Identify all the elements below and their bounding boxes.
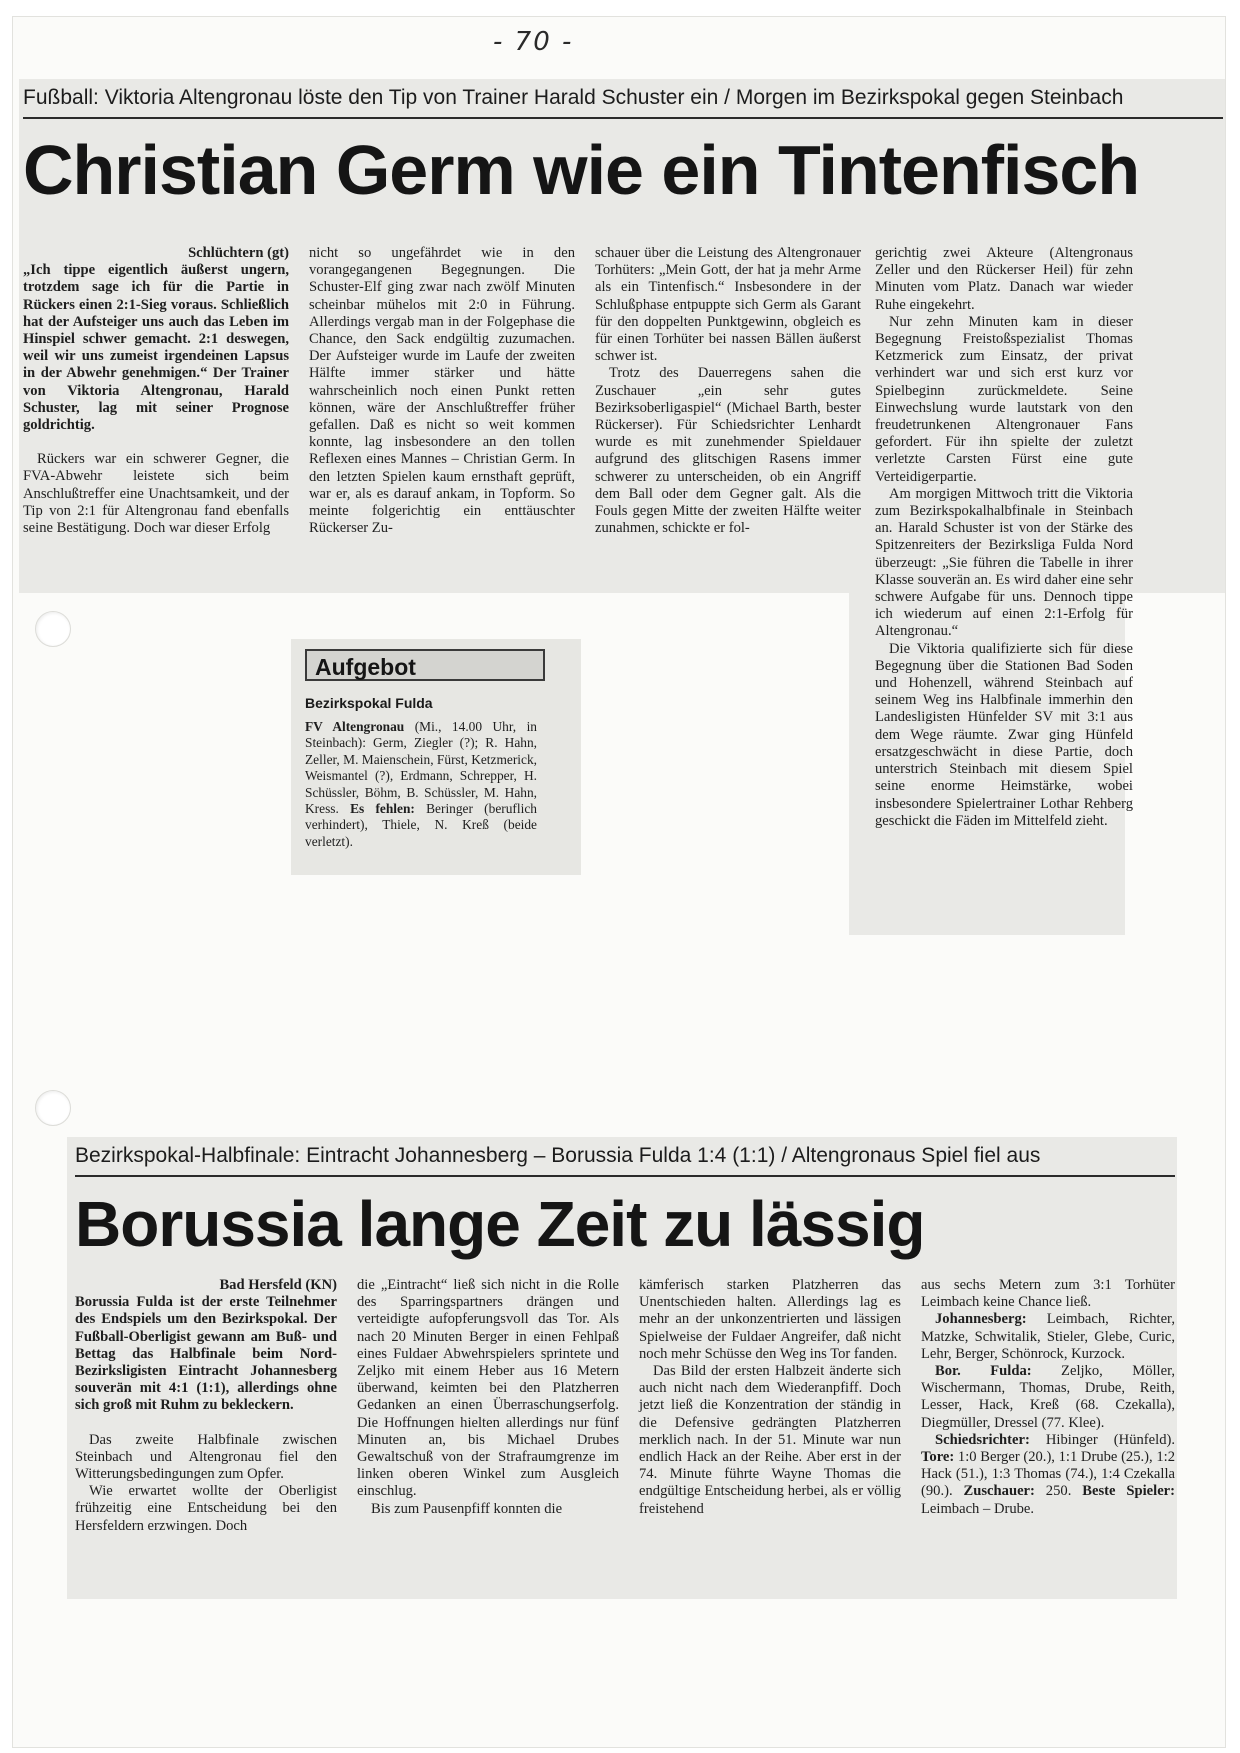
article-2-paragraph: Bis zum Pausenpfiff konnten die <box>371 1500 563 1517</box>
article-2-paragraph: aus sechs Metern zum 3:1 Torhüter Leimbach keine Chance ließ. <box>921 1277 1175 1311</box>
lineup-missing-label: Es fehlen: <box>350 801 415 817</box>
article-1-headline: Christian Germ wie ein Tintenfisch <box>23 131 1140 209</box>
lineup-box-subtitle: Bezirkspokal Fulda <box>305 695 433 711</box>
article-2-dateline: Bad Hersfeld (KN) <box>219 1277 337 1293</box>
goals-label: Tore: <box>921 1449 955 1466</box>
best-players: Leimbach – Drube. <box>921 1500 1035 1517</box>
article-2-paragraph: Das zweite Halbfinale zwischen Steinbach und Altengronau fiel den Witterungsbedingungen zum Opfer. <box>75 1431 337 1483</box>
article-1-kicker: Fußball: Viktoria Altengronau löste den Tip von Trainer Harald Schuster ein / Morgen im Bezirkspokal gegen Steinbach <box>23 86 1124 109</box>
article-1-paragraph: Die Viktoria qualifizierte sich für diese Begegnung über die Stationen Bad Soden und Hohenzell, während Steinbach auf seinem Weg ins Halbfinale immerhin den Landesligisten Hünfelder SV mit 3:1 aus dem Wege räumte. Zwar ging Hünfeld ersatzgeschwächt in diese Partie, doch unterstrich Steinbach mit diesem Spiel seine enorme Heimstärke, wobei insbesondere Spielertrainer Lothar Rehberg geschickt die Fäden im Mittelfeld zieht. <box>875 640 1133 829</box>
article-1-paragraph: Rückers war ein schwerer Gegner, die FVA-Abwehr leistete sich beim Anschlußtreffer eine Unachtsamkeit, und der Tip von 2:1 für Altengronau fand ebenfalls seine Bestätigung. Doch war dieser Erfolg <box>23 451 289 537</box>
article-2-column-2 <box>357 1277 619 1518</box>
scanned-page <box>12 16 1226 1748</box>
referee: Hibinger (Hünfeld). <box>1045 1431 1175 1448</box>
article-1-column-1 <box>23 245 289 537</box>
fulda-players: Zeljko, Möller, Wischermann, Thomas, Drube, Reith, Lesser, Hack, Kreß (68. Czekalla), Diegmüller, Dressel (77. Klee). <box>921 1363 1175 1431</box>
lineup-box-title: Aufgebot <box>305 649 545 681</box>
spectators: 250. <box>1045 1483 1072 1500</box>
punch-hole-top <box>35 611 71 647</box>
lineup-box-text <box>305 719 537 850</box>
page-number: - 70 - <box>493 27 574 57</box>
article-2-column-1 <box>75 1277 337 1535</box>
article-1-paragraph: Trotz des Dauerregens sahen die Zuschauer „ein sehr gutes Bezirksoberligaspiel“ (Michael Barth, bester Rückerser). Für Schiedsrichter Lenhardt wurde es mit zunehmender Spieldauer aufgrund des glitschigen Rasens immer schwerer zu unterscheiden, ob ein Angriff dem Ball oder dem Gegner galt. Als die Fouls gegen Mitte der zweiten Hälfte weiter zunahmen, schickte er fol- <box>595 365 861 537</box>
article-1-rule <box>23 117 1223 119</box>
article-2-rule <box>75 1175 1175 1177</box>
article-1-paragraph: schauer über die Leistung des Altengronauer Torhüters: „Mein Gott, der hat ja mehr Arme als ein Tintenfisch.“ Insbesondere in der Schlußphase entpuppte sich Germ als Garant für den doppelten Punktgewinn, obgleich es für einen Torhüter bei nassen Bällen äußerst schwer ist. <box>595 245 861 365</box>
article-1-paragraph: Nur zehn Minuten kam in dieser Begegnung Freistoßspezialist Thomas Ketzmerick zum Einsatz, der privat verhindert war und sich erst kurz vor Spielbeginn zurückmeldete. Seine Einwechslung wurde lautstark von den freudetrunkenen Altengronauer Fans gefordert. Für ihn spielte der zuletzt verletzte Carsten Fürst eine gute Verteidigerpartie. <box>875 313 1133 485</box>
johannesberg-lineup <box>921 1311 1175 1363</box>
article-1-lead: „Ich tippe eigentlich äußerst ungern, trotzdem sage ich für die Partie in Rückers einen 2:1-Sieg voraus. Schließlich hat der Aufsteiger uns auch das Leben im Hinspiel schwer gemacht. 2:1 deswegen, weil wir uns zumeist irgendeinen Lapsus in der Abwehr genehmigen.“ Der Trainer von Viktoria Altengronau, Harald Schuster, lag mit seiner Prognose goldrichtig. <box>23 262 289 434</box>
article-2-headline: Borussia lange Zeit zu lässig <box>75 1188 925 1260</box>
punch-hole-bottom <box>35 1090 71 1126</box>
article-2-column-3 <box>639 1277 901 1518</box>
article-2-paragraph: kämferisch starken Platzherren das Unentschieden halten. Allerdings lag es mehr an der unkonzentrierten und lässigen Spielweise der Fuldaer Angreifer, daß nicht noch mehr Schüsse den Weg ins Tor fanden. <box>639 1277 901 1362</box>
lineup-missing: Beringer (beruflich verhindert), Thiele, N. Kreß (beide verletzt). <box>305 801 537 849</box>
referee-label: Schiedsrichter: <box>935 1431 1030 1448</box>
article-1-column-3 <box>595 245 861 537</box>
article-2-paragraph: Wie erwartet wollte der Oberligist frühzeitig eine Entscheidung bei den Hersfeldern erzwingen. Doch <box>75 1483 337 1534</box>
fulda-label: Bor. Fulda: <box>935 1363 1032 1380</box>
lineup-box <box>291 639 581 875</box>
best-players-label: Beste Spieler: <box>1082 1483 1176 1500</box>
article-2-paragraph: Das Bild der ersten Halbzeit änderte sich auch nicht nach dem Wiederanpfiff. Doch jetzt ließ die Konzentration der ständig in die Defensive gedrängten Platzherren merklich nach. In der 51. Minute war nun endlich Hack an der Reihe. Aber erst in der 74. Minute führte Wayne Thomas die endgültige Entscheidung herbei, als er völlig freistehend <box>639 1363 901 1517</box>
article-2-kicker: Bezirkspokal-Halbfinale: Eintracht Johannesberg – Borussia Fulda 1:4 (1:1) / Altengronaus Spiel fiel aus <box>75 1144 1041 1167</box>
article-1-dateline: Schlüchtern (gt) <box>188 245 289 261</box>
match-facts <box>921 1432 1175 1518</box>
article-1-paragraph: nicht so ungefährdet wie in den vorangegangenen Begegnungen. Die Schuster-Elf ging zwar nach zwölf Minuten scheinbar mühelos mit 2:0 in Führung. Allerdings vergab man in der Folgephase die Chance, den Sack endgültig zuzumachen. Der Aufsteiger wurde im Laufe der zweiten Hälfte immer stärker und hätte wahrscheinlich noch einen Punkt retten können, wäre der Anschlußtreffer früher gefallen. Daß es nicht so weit kommen konnte, lag insbesondere an den tollen Reflexen eines Mannes – Christian Germ. In den letzten Spielen kaum ernsthaft geprüft, war er, als es darauf ankam, in Topform. So meinte folgerichtig ein enttäuschter Rückerser Zu- <box>309 245 575 537</box>
spectators-label: Zuschauer: <box>963 1483 1035 1500</box>
johannesberg-players: Leimbach, Richter, Matzke, Schwitalik, Stieler, Glebe, Curic, Lehr, Berger, Schönrock, Kurzock. <box>921 1311 1175 1362</box>
article-2-lead: Borussia Fulda ist der erste Teilnehmer des Endspiels um den Bezirkspokal. Der Fußball-Oberligist gewann am Buß- und Bettag das Halbfinale beim Nord-Bezirksligisten Eintracht Johannesberg souverän mit 4:1 (1:1), allerdings ohne sich groß mit Ruhm zu bekleckern. <box>75 1294 337 1414</box>
johannesberg-label: Johannesberg: <box>935 1311 1027 1328</box>
article-1-column-2 <box>309 245 575 537</box>
article-2-paragraph: die „Eintracht“ ließ sich nicht in die Rolle des Sparringspartners drängen und verteidigte aufopferungsvoll das Tor. Als nach 20 Minuten Berger in einen Fehlpaß eines Fuldaer Abwehrspielers sprintete und Zeljko mit einem Heber aus 16 Metern überwand, keimten bei den Platzherren Gedanken an einen Überraschungserfolg. Die Hoffnungen hielten allerdings nur fünf Minuten an, bis Michael Drubes Gewaltschuß von der Strafraumgrenze im linken oberen Winkel zum Ausgleich einschlug. <box>357 1277 619 1500</box>
fulda-lineup <box>921 1363 1175 1432</box>
lineup-team: FV Altengronau <box>305 719 405 734</box>
article-2-column-4 <box>921 1277 1175 1518</box>
lineup-players: (Mi., 14.00 Uhr, in Steinbach): Germ, Ziegler (?); R. Hahn, Zeller, M. Maienschein, Fürst, Ketzmerick, Weismantel (?), Erdmann, Schrepper, H. Schüssler, Böhm, B. Schüssler, M. Hahn, Kress. <box>305 719 537 817</box>
goals: 1:0 Berger (20.), 1:1 Drube (25.), 1:2 Hack (51.), 1:3 Thomas (74.), 1:4 Czekalla (90.). <box>921 1449 1175 1500</box>
article-1-paragraph: Am morgigen Mittwoch tritt die Viktoria zum Bezirkspokalhalbfinale in Steinbach an. Harald Schuster ist von der Stärke des Spitzenreiters der Bezirksliga Fulda Nord überzeugt: „Sie führen die Tabelle in ihrer Klasse souverän an. Es wird daher eine sehr schwere Aufgabe für uns. Dennoch tippe ich wiederum auf einen 2:1-Erfolg für Altengronau.“ <box>875 485 1133 640</box>
article-1-column-4 <box>875 245 1133 830</box>
article-1-paragraph: gerichtig zwei Akteure (Altengronaus Zeller und den Rückerser Heil) für zehn Minuten vom Platz. Danach war wieder Ruhe eingekehrt. <box>875 245 1133 313</box>
